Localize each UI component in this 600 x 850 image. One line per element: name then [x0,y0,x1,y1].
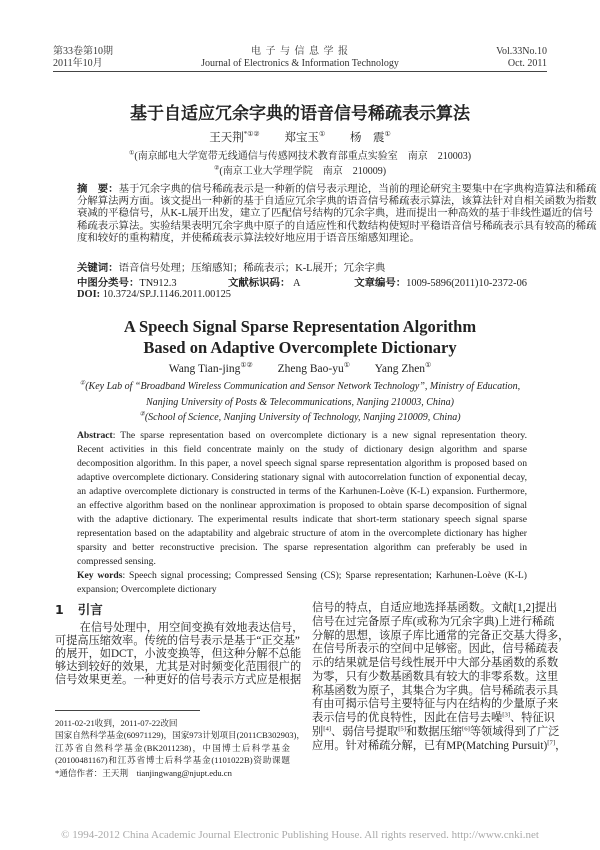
title-en [0,316,600,358]
body-line [312,738,567,754]
body-line [312,698,559,712]
affil-text: (南京邮电大学宽带无线通信与传感网技术教育部重点实验室 南京 210003) [134,151,472,162]
abstract-cn-line [77,183,597,196]
text-line [77,541,527,555]
author [169,363,253,375]
body-text: 、特征识 [510,712,555,724]
clc-number [77,274,177,289]
text: : The sparse representation based on overcomplete dictionary is a new signal representation theory. [112,430,527,441]
author [209,132,259,144]
text: an effective algorithm based on the nonlinear approximation is proposed to obtain sparse decomposition of signal [77,500,527,511]
section-title: 引言 [77,602,103,617]
affil-mark: ② [139,411,145,418]
author-affil-mark: ① [384,131,391,139]
doc-code-label: 文献标识码： [228,277,291,289]
affil-mark: ① [79,380,86,387]
text-line [77,499,527,513]
text-line [77,555,527,569]
abstract-cn-line [77,208,594,220]
affil-mark: ① [128,150,135,157]
text-line [77,569,527,583]
keywords-label: 关键词： [77,262,119,274]
body-left-column [55,622,304,687]
section-number: 1 [55,602,64,617]
doi-label: DOI: [77,289,101,300]
title-en-line: Based on Adaptive Overcomplete Dictionary [143,338,457,357]
abstract-text: 度和较好的重构精度，并使稀疏表示算法较好地应用于语音压缩感知理论。 [77,232,420,244]
author-name: 杨 震 [350,132,385,144]
author [278,363,350,375]
header-volume-cn: 第33卷第10期 [53,46,113,57]
text-line [77,471,527,485]
clc-value: TN912.3 [139,278,177,289]
affiliation-cn-2 [0,162,600,177]
body-line [312,657,559,671]
label: Abstract [77,430,113,441]
header-journal-en: Journal of Electronics & Information Technology [201,58,399,69]
body-line [312,670,559,685]
abstract-text: 衰减的平稳信号，从K-L展开出发，建立了匹配信号结构的冗余字典，进而提出一种高效的基于非线性逼近的信号 [77,208,594,220]
author-name: 郑宝玉 [284,132,319,144]
copyright-notice: © 1994-2012 China Academic Journal Electronic Publishing House. All rights reserved. http://www.cnki.net [61,829,539,841]
body-line [55,674,302,687]
citation-mark: [6] [461,725,470,733]
body-text: 信号效果更差。一种更好的信号表示方式应是根据 [55,674,302,687]
body-text: 的展开，如DCT，小波变换等，但这种分解不总能 [55,648,302,661]
body-line [55,622,304,635]
affiliation-cn-1 [0,147,600,162]
affil-line [0,379,600,395]
body-line [55,635,300,648]
affil-text: Nanjing University of Posts & Telecommunications, Nanjing 210003, China) [146,396,454,408]
article-no-value: 1009-5896(2011)10-2372-06 [406,278,527,289]
body-text: 有由可揭示信号主要特征与内在结构的少量原子来 [312,698,559,711]
body-text: 信号的特点，自适应地选择基函数。文献[1,2]提出 [312,602,558,614]
body-text: 表示信号的优良特性，因此在信号去噪 [312,712,503,724]
doc-code-value: A [292,278,301,289]
body-line [312,615,555,630]
body-text: ， [555,739,567,752]
footnote-line: *通信作者：王天荆 tianjingwang@njupt.edu.cn [55,767,232,778]
affil-line [0,395,600,411]
body-line [55,648,302,661]
doi-value: 10.3724/SP.J.1146.2011.00125 [102,289,231,300]
body-right-column [312,602,570,753]
footnote-line: 江苏省自然科学基金(BK2011238)，中国博士后科学基金 [55,742,290,753]
abstract-cn [77,183,597,245]
affil-line [0,410,600,426]
text: with the adaptive dictionary. The experimental results indicate that short-term stationary speech signal sparse [77,514,527,525]
body-text: 信号在过完备原子库(或称为冗余字典)上进行稀疏 [312,615,555,628]
text: compressed sensing. [77,556,156,567]
body-text: 分解的思想，该原子库比通常的完备正交基大得多， [312,629,570,642]
body-text: 在信号所表示的空间中足够密。因此，信号稀疏表 [312,643,559,656]
body-line [312,725,560,740]
body-text: 和数据压缩 [406,725,462,738]
header-rule [53,71,547,72]
header-date-cn: 2011年10月 [53,58,103,69]
affil-text: (Key Lab of “Broadband Wireless Communication and Sensor Network Technology”, Ministry of Education, [85,381,521,392]
text: Recent activities in this field concentrate mainly on the study of dictionary design algorithm and sparse [77,444,527,455]
author-name: Wang Tian-jing [168,363,241,375]
footnote-line: (20100481167)和江苏省博士后科学基金(1101022B)资助课题 [55,755,290,766]
text-line [77,583,527,597]
document-code [228,274,300,289]
text: : Speech signal processing; Compressed Sensing (CS); Sparse representation; Karhunen-Loève (K-L) [122,570,527,581]
section-heading [55,600,103,618]
text: representation based on the adaptability and algebraic structure of atom in the overcomplete dictionary has higher [77,528,527,539]
body-line [312,711,555,726]
text: expansion; Overcomplete dictionary [77,584,217,595]
body-text: 称基函数为原子，其集合为字典。信号稀疏表示具 [312,684,559,697]
text-line [77,429,527,443]
doi [77,289,231,300]
affil-text: (南京工业大学理学院 南京 210009) [219,166,387,177]
author-affil-mark: ① [343,362,350,370]
text-line [77,485,527,499]
author [375,363,431,375]
footnote-rule [55,710,200,711]
affil-mark: ② [213,165,220,172]
body-text: 够达到较好的效果，尤其是对时频变化范围很广的 [55,661,302,674]
title-en-line: A Speech Signal Sparse Representation Algorithm [123,317,477,336]
authors-cn [0,129,600,145]
authors-en [0,363,600,375]
keywords-cn [77,259,385,274]
title-cn: 基于自适应冗余字典的语音信号稀疏表示算法 [130,104,470,124]
author-affil-mark: ①② [240,362,253,370]
keywords-text: 语音信号处理；压缩感知；稀疏表示；K-L展开；冗余字典 [118,263,386,274]
citation-mark: [5] [398,725,407,733]
header-journal-cn: 电 子 与 信 息 学 报 [251,46,349,57]
body-line [312,629,570,644]
text: decomposition algorithm. In this paper, a novel speech signal sparse representation algorithm is proposed based on [77,458,527,469]
footnote-line: 国家自然科学基金(60971129)，国家973计划项目(2011CB302903)， [55,730,306,741]
text-line [77,457,527,471]
body-text: 等领域得到了广泛 [469,725,560,738]
author-name: 王天荆 [209,132,244,144]
text-line [77,527,527,541]
abstract-cn-line [77,233,527,245]
author [284,132,325,144]
header-date-en: Oct. 2011 [507,58,547,69]
body-line [312,643,559,657]
body-text: 在信号处理中，用空间变换有效地表达信号， [79,622,304,634]
body-text: 别 [312,725,324,738]
keywords-en [77,569,527,597]
text-line [77,443,527,457]
abstract-text: 分解算法两方面。该文提出一种新的基于自适应冗余字典的语音信号稀疏表示算法，该算法针对自相关函数为指数 [77,196,597,208]
citation-mark: [7] [547,738,556,746]
citation-mark: [4] [323,725,332,733]
author-name: Zheng Bao-yu [277,363,344,375]
author-name: Yang Zhen [374,363,426,375]
author [350,132,391,144]
citation-mark: [3] [502,711,511,719]
article-number [354,274,527,289]
text: sparsity and better reconstructive precision. The sparse representation algorithm can preferably be used in [77,542,527,553]
author-affil-mark: ① [318,131,326,139]
affil-text: (School of Science, Nanjing University of Technology, Nanjing 210009, China) [144,412,461,423]
abstract-cn-line [77,220,597,233]
body-text: 示的结果就是信号线性展开中大部分基函数的系数 [312,657,559,669]
author-affil-mark: ① [425,362,432,370]
body-line [55,661,302,674]
body-line [312,602,558,616]
text-line [77,513,527,527]
abstract-label: 摘 要： [77,183,119,195]
body-text: 应用。针对稀疏分解，已有MP(Matching Pursuit) [312,739,548,752]
body-text: 、弱信号提取 [331,725,399,738]
affiliations-en [0,379,600,426]
article-no-label: 文章编号： [354,277,407,289]
label: Key words [77,570,123,581]
footnote [55,717,306,779]
abstract-cn-line [77,196,597,208]
footnote-line: 2011-02-21收到，2011-07-22改回 [55,718,178,728]
abstract-en [77,429,527,569]
author-affil-mark: *①② [243,131,260,139]
abstract-text: 基于冗余字典的信号稀疏表示是一种新的信号表示理论，当前的理论研究主要集中在字典构造算法和稀疏 [118,184,597,195]
body-line [312,684,559,699]
header-volume-en: Vol.33No.10 [496,46,547,57]
clc-label: 中图分类号： [77,277,140,289]
text: an adaptive overcomplete dictionary is constructed in terms of the Karhunen-Loève (K-L) expansion. Furthermore, [77,486,527,497]
abstract-text: 稀疏表示算法。实验结果表明冗余字典中原子的自适应性和代数结构使短时平稳语音信号稀疏表示具有较高的稀疏 [77,220,597,232]
body-text: 可提高压缩效率。传统的信号表示是基于“正交基” [55,635,300,648]
body-text: 为零，只有少数基函数具有较大的非零系数。这里 [312,670,559,683]
text: adaptive overcomplete dictionary. Considering stationary signal with autocorrelation function of exponential decay, [77,472,527,483]
